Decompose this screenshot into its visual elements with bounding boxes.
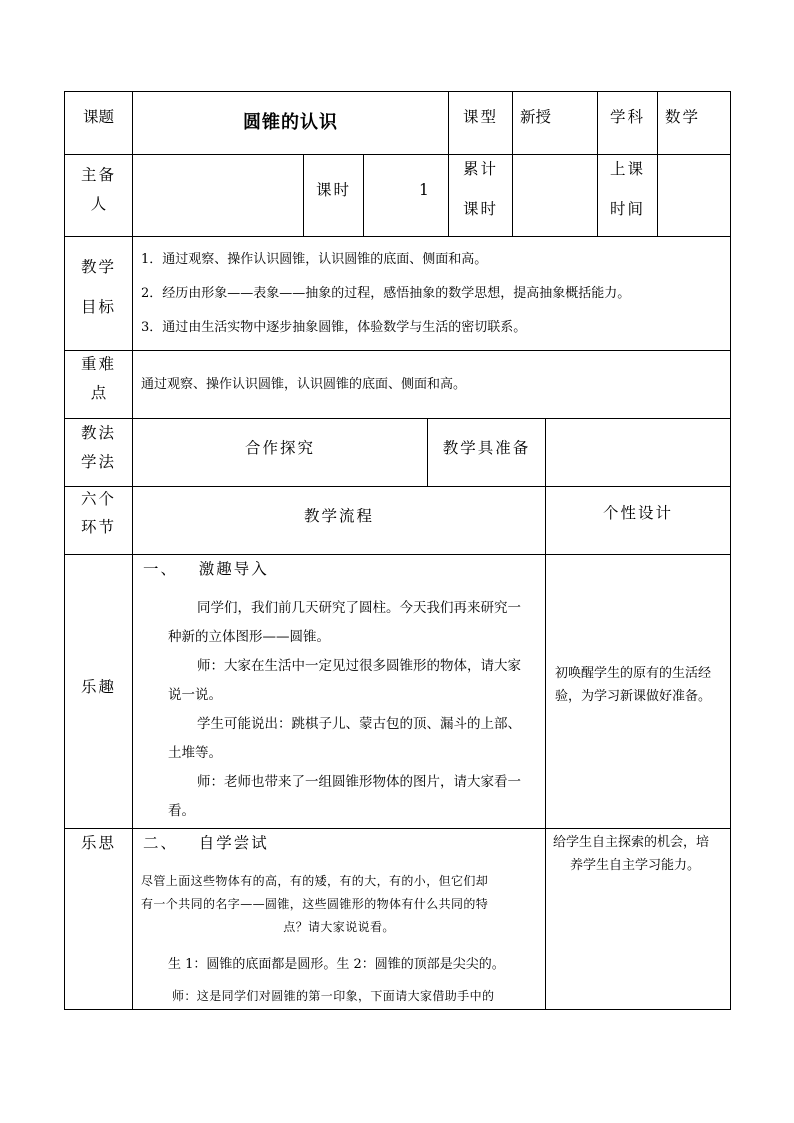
keypoints-label-line2: 点 — [90, 384, 107, 402]
row-divider — [64, 486, 731, 487]
goal-item: 1．通过观察、操作认识圆锥，认识圆锥的底面、侧面和高。 — [141, 252, 488, 267]
row-divider — [64, 236, 731, 237]
class-time-label-line2: 时间 — [610, 200, 646, 218]
col-divider — [545, 418, 546, 487]
row-divider — [64, 828, 731, 829]
col-divider — [545, 486, 546, 1010]
col-divider — [657, 91, 658, 237]
tools-label: 教学具准备 — [442, 439, 531, 457]
stages-label-line1: 六个 — [80, 490, 116, 508]
design-note-line1: 初唤醒学生的原有的生活经 — [555, 666, 712, 681]
goal-item: 3．通过由生活实物中逐步抽象圆锥，体验数学与生活的密切联系。 — [141, 320, 527, 335]
handwritten-line: 尽管上面这些物体有的高，有的矮，有的大，有的小，但它们却 — [141, 874, 489, 888]
subject-label: 学科 — [610, 108, 646, 126]
design-note-line2: 验，为学习新课做好准备。 — [555, 689, 712, 704]
paragraph-line: 看。 — [168, 803, 195, 819]
col-divider — [363, 154, 364, 237]
cumulative-label-line2: 课时 — [462, 200, 498, 218]
row-divider — [64, 154, 731, 155]
paragraph-line: 说一说。 — [168, 687, 222, 703]
section-heading: 二、 自学尝试 — [143, 834, 269, 852]
handwritten-line: 点？请大家说说看。 — [283, 920, 395, 934]
period-value: 1 — [419, 181, 429, 199]
preparer-label-line2: 人 — [90, 195, 107, 213]
col-divider — [597, 91, 598, 237]
table-border-bottom — [64, 1009, 731, 1010]
period-label: 课时 — [315, 181, 351, 199]
type-label: 课型 — [462, 108, 498, 126]
goals-label-line2: 目标 — [80, 298, 116, 316]
handwritten-line: 有一个共同的名字——圆锥，这些圆锥形的物体有什么共同的特 — [141, 897, 489, 911]
stage-label: 乐思 — [80, 834, 116, 852]
paragraph — [143, 652, 521, 710]
paragraph — [143, 594, 521, 652]
paragraph-line: 师：老师也带来了一组圆锥形物体的图片，请大家看一 — [197, 774, 521, 790]
table-border-right — [730, 91, 731, 1010]
design-note-line2: 养学生自主学习能力。 — [570, 858, 701, 873]
lesson-title: 圆锥的认识 — [243, 112, 338, 133]
paragraph-line: 学生可能说出：跳棋子儿、蒙古包的顶、漏斗的上部、 — [197, 716, 521, 732]
methods-label-line1: 教法 — [80, 424, 116, 442]
row-divider — [64, 418, 731, 419]
lesson-label: 课题 — [82, 108, 114, 126]
paragraph-line: 师：大家在生活中一定见过很多圆锥形的物体，请大家 — [197, 658, 521, 674]
section-body — [143, 594, 521, 826]
paragraph — [143, 768, 521, 826]
keypoints-text: 通过观察、操作认识圆锥，认识圆锥的底面、侧面和高。 — [141, 377, 467, 392]
keypoints-label-line1: 重难 — [80, 355, 116, 373]
methods-label-line2: 学法 — [80, 453, 116, 471]
type-value: 新授 — [520, 108, 552, 126]
flow-header: 教学流程 — [303, 507, 374, 525]
table-border-left — [64, 91, 65, 1010]
col-divider — [512, 91, 513, 237]
design-note-line1: 给学生自主探索的机会，培 — [553, 835, 710, 850]
stage-label: 乐趣 — [80, 678, 116, 696]
section-heading: 一、 激趣导入 — [143, 560, 269, 578]
paragraph-line: 土堆等。 — [168, 745, 222, 761]
goal-item: 2．经历由形象——表象——抽象的过程，感悟抽象的数学思想，提高抽象概括能力。 — [141, 286, 631, 301]
class-time-label-line1: 上课 — [610, 160, 646, 178]
subject-value: 数学 — [665, 108, 701, 126]
design-header: 个性设计 — [602, 504, 673, 522]
student-answers: 生 1：圆锥的底面都是圆形。生 2：圆锥的顶部是尖尖的。 — [168, 957, 505, 972]
teacher-remark: 师：这是同学们对圆锥的第一印象，下面请大家借助手中的 — [172, 989, 495, 1003]
paragraph-line: 同学们，我们前几天研究了圆柱。今天我们再来研究一 — [197, 600, 521, 616]
paragraph-line: 种新的立体图形——圆锥。 — [168, 629, 330, 645]
methods-value: 合作探究 — [244, 439, 315, 457]
preparer-label-line1: 主备 — [80, 166, 116, 184]
row-divider — [64, 350, 731, 351]
paragraph — [143, 710, 521, 768]
stages-label-line2: 环节 — [80, 518, 116, 536]
cumulative-label-line1: 累计 — [462, 160, 498, 178]
label-column-divider — [132, 91, 133, 1010]
row-divider — [64, 554, 731, 555]
table-border-top — [64, 91, 731, 92]
goals-label-line1: 教学 — [80, 258, 116, 276]
